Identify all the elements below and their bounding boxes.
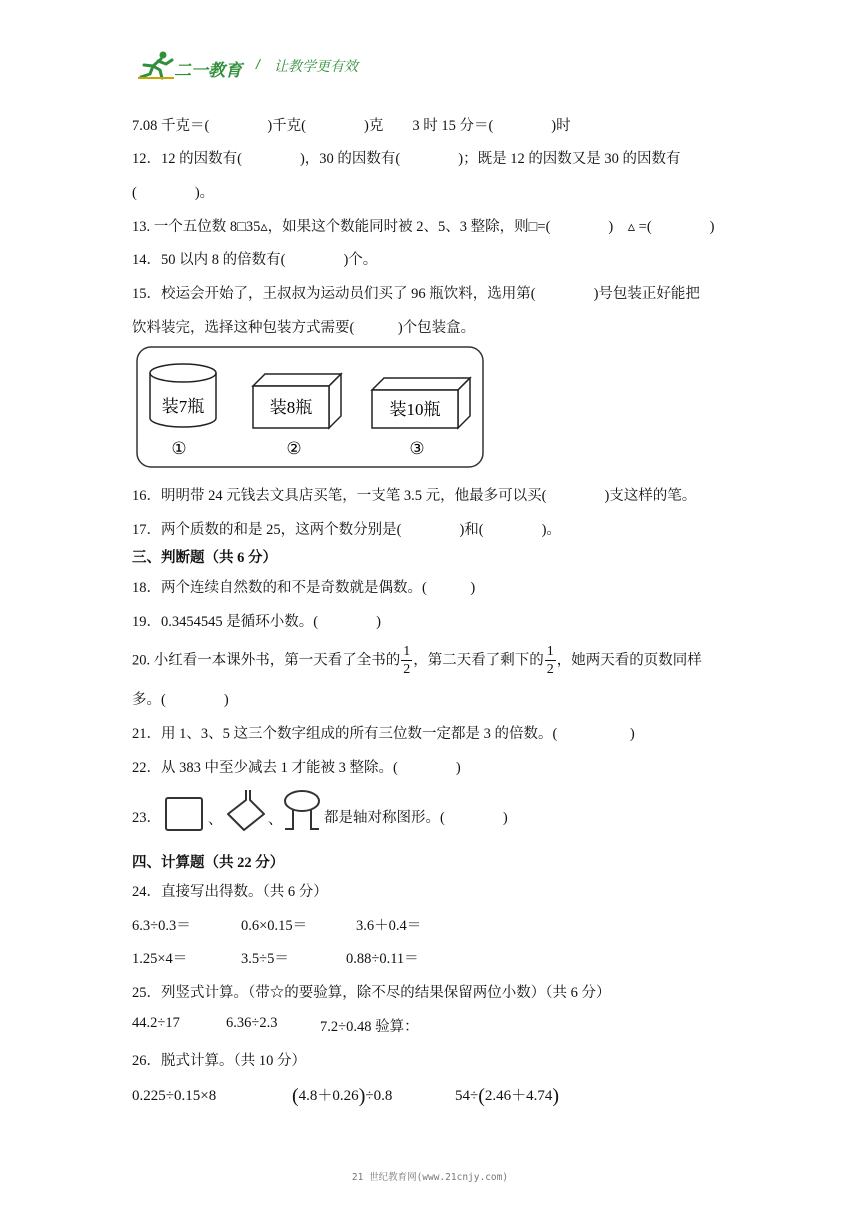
- package-1-label: 装7瓶: [161, 397, 205, 416]
- question-line-unit-conversion: 7.08 千克＝( )千克( )克 3 时 15 分＝( )时: [132, 118, 571, 134]
- package-2-label: 装8瓶: [269, 398, 313, 417]
- question-17: 17．两个质数的和是 25，这两个数分别是( )和( )。: [132, 522, 561, 538]
- q25-item: 7.2÷0.48 验算：: [320, 1019, 419, 1035]
- cylinder-package-icon: [150, 364, 216, 427]
- q25-item: 6.36÷2.3: [226, 1015, 278, 1031]
- fraction-denominator: 2: [403, 662, 411, 677]
- q26-expression-2: (4.8＋0.26)÷0.8: [292, 1085, 393, 1107]
- q24-item: 3.6＋0.4＝: [356, 918, 422, 934]
- q26-expression-1: 0.225÷0.15×8: [132, 1088, 217, 1104]
- question-12-line-2: ( )。: [132, 185, 215, 201]
- question-21: 21．用 1、3、5 这三个数字组成的所有三位数一定都是 3 的倍数。( ): [132, 726, 635, 742]
- question-20-line-1: [132, 645, 702, 677]
- question-23-number: 23．: [132, 810, 161, 826]
- q20-text-part-1: 20. 小红看一本课外书，第一天看了全书的: [132, 652, 401, 669]
- page-footer: 21 世纪教育网(www.21cnjy.com): [351, 1172, 509, 1183]
- question-15-line-2: 饮料装完，选择这种包装方式需要( )个包装盒。: [132, 320, 476, 336]
- package-3-label: 装10瓶: [389, 400, 441, 419]
- q23-separator-2: 、: [268, 812, 283, 828]
- question-24: 24．直接写出得数。（共 6 分）: [132, 884, 328, 900]
- package-3-mark: ③: [409, 439, 425, 459]
- question-13: 13. 一个五位数 8□35▵，如果这个数能同时被 2、5、3 整除，则□=( ) ▵ =( ): [132, 219, 715, 235]
- q24-item: 6.3÷0.3＝: [132, 918, 191, 934]
- question-14: 14．50 以内 8 的倍数有( )个。: [132, 252, 378, 268]
- question-18: 18．两个连续自然数的和不是奇数就是偶数。( ): [132, 580, 476, 596]
- header-logo: [136, 50, 176, 85]
- table-shape-icon: [281, 789, 323, 838]
- q20-text-part-3: ，她两天看的页数同样: [556, 652, 702, 669]
- q23-separator-1: 、: [208, 812, 223, 828]
- runner-logo-icon: [136, 50, 176, 80]
- package-figure: [136, 346, 486, 475]
- fraction-one-half: [401, 645, 412, 677]
- logo-text: 二一教育: [174, 61, 242, 80]
- q24-item: 3.5÷5＝: [241, 951, 289, 967]
- q24-item: 1.25×4＝: [132, 951, 188, 967]
- question-16: 16．明明带 24 元钱去文具店买笔，一支笔 3.5 元，他最多可以买( )支这样的笔。: [132, 488, 697, 504]
- q20-text-part-2: ，第二天看了剩下的: [413, 652, 544, 669]
- question-23-text: 都是轴对称图形。( ): [324, 810, 508, 826]
- q24-item: 0.88÷0.11＝: [346, 951, 419, 967]
- fraction-numerator: 1: [546, 644, 554, 659]
- header-separator: /: [256, 56, 260, 72]
- question-25: 25．列竖式计算。（带☆的要验算，除不尽的结果保留两位小数）（共 6 分）: [132, 985, 611, 1001]
- question-20-line-2: 多。( ): [132, 692, 229, 708]
- q25-item: 44.2÷17: [132, 1015, 180, 1031]
- q24-item: 0.6×0.15＝: [241, 918, 308, 934]
- diamond-shape-icon: [222, 788, 270, 839]
- section-4-title: 四、计算题（共 22 分）: [132, 855, 285, 871]
- package-2-mark: ②: [286, 439, 302, 459]
- question-22: 22．从 383 中至少减去 1 才能被 3 整除。( ): [132, 760, 461, 776]
- fraction-denominator: 2: [546, 662, 554, 677]
- question-15-line-1: 15．校运会开始了，王叔叔为运动员们买了 96 瓶饮料，选用第( )号包装正好能把: [132, 286, 700, 302]
- q26-expression-3: 54÷(2.46＋4.74): [455, 1085, 560, 1107]
- package-1-mark: ①: [171, 439, 187, 459]
- section-3-title: 三、判断题（共 6 分）: [132, 550, 277, 566]
- fraction-one-half: [545, 645, 556, 677]
- fraction-numerator: 1: [403, 644, 411, 659]
- header-slogan: 让教学更有效: [274, 58, 358, 74]
- question-26: 26．脱式计算。（共 10 分）: [132, 1053, 306, 1069]
- question-12-line-1: 12．12 的因数有( )，30 的因数有( )；既是 12 的因数又是 30 的因数有: [132, 151, 681, 167]
- square-shape-icon: [163, 795, 205, 838]
- question-19: 19．0.3454545 是循环小数。( ): [132, 614, 381, 630]
